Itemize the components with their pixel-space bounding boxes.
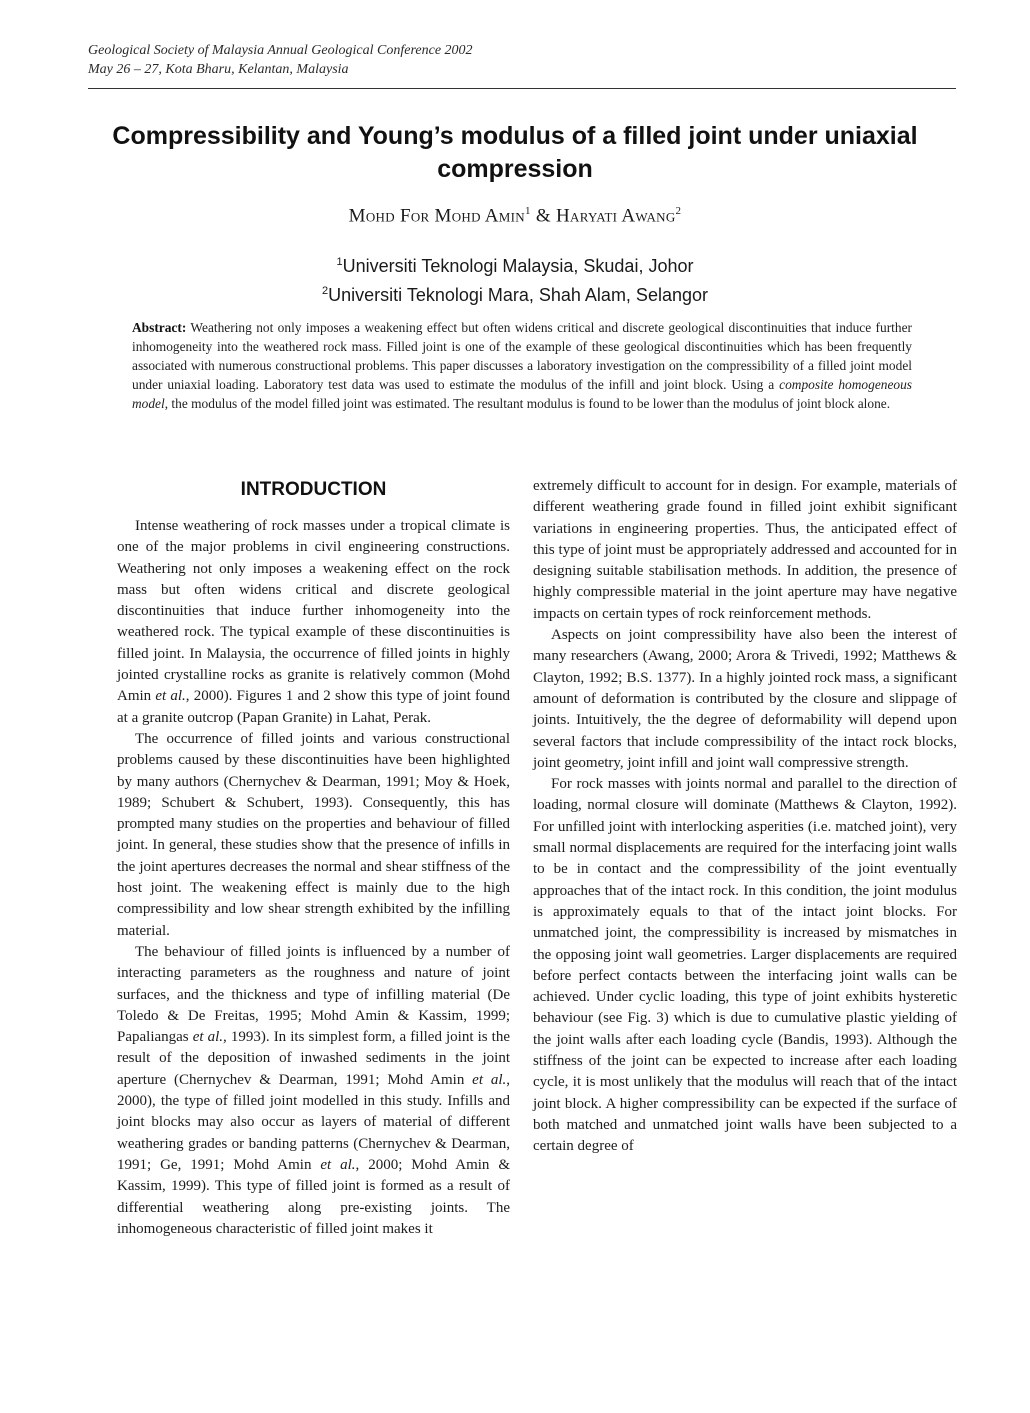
conference-date-location: May 26 – 27, Kota Bharu, Kelantan, Malaysia — [88, 62, 349, 77]
intro-p3-text-b: , 1993). In its simplest form, a filled joint is the result of the deposition of inwashed sediments in the joint aperture (Chernychev & Dearman, 1991; Mohd Amin — [117, 1029, 510, 1088]
abstract — [132, 318, 912, 413]
intro-p3-text-a: The behaviour of filled joints is influenced by a number of interacting parameters as the roughness and nature of joint surfaces, and the thickness and type of infilling material (De Toledo & De Freitas, 1995; Mohd Amin & Kassim, 1999; Papaliangas — [117, 943, 510, 1046]
author-2-sup: 2 — [675, 205, 682, 217]
intro-p1-etal: et al. — [155, 688, 186, 705]
left-column — [117, 476, 510, 1240]
intro-paragraph-1 — [117, 516, 510, 729]
right-paragraph-1: extremely difficult to account for in design. For example, materials of different weathering grade found in filled joint exhibit significant variations in engineering properties. Thus, the anticipated effect of this type of joint must be appropriately addressed and accounted for in designing suitable stabilisation methods. In addition, the presence of highly compressible material in the joint aperture may have negative impacts on certain types of rock reinforcement methods. — [533, 478, 957, 622]
intro-p1-text-b: , 2000). Figures 1 and 2 show this type of joint found at a granite outcrop (Papan Granite) in Lahat, Perak. — [117, 688, 510, 726]
abstract-text-2: , the modulus of the model filled joint was estimated. The resultant modulus is found to be lower than the modulus of joint block alone. — [164, 396, 891, 411]
affiliation-1 — [0, 250, 1030, 279]
affiliations — [0, 250, 1030, 308]
affiliation-1-text: Universiti Teknologi Malaysia, Skudai, Johor — [342, 256, 694, 276]
intro-p3-etal-3: et al. — [320, 1156, 356, 1173]
running-header — [88, 41, 473, 79]
abstract-text-1: Weathering not only imposes a weakening effect but often widens critical and discrete geological discontinuities that induce further inhomogeneity into the weathered rock mass. Filled joint is one of the example of these geological discontinuities which has been frequently associated with numerous constructional problems. This paper discusses a laboratory investigation on the compressibility of a filled joint model under uniaxial loading. Laboratory test data was used to estimate the modulus of the infill and joint block. Using a — [132, 320, 912, 392]
section-heading-introduction: INTRODUCTION — [240, 479, 387, 500]
intro-paragraph-3 — [117, 942, 510, 1240]
conference-name: Geological Society of Malaysia Annual Geological Conference 2002 — [88, 43, 473, 58]
author-2: Haryati Awang — [555, 205, 676, 227]
affiliation-1-sup: 1 — [336, 256, 343, 268]
author-1-sup: 1 — [524, 205, 531, 217]
header-rule — [88, 88, 956, 89]
author-1: Mohd For Mohd Amin — [348, 205, 525, 227]
intro-p1-text-a: Intense weathering of rock masses under a tropical climate is one of the major problems in civil engineering constructions. Weathering not only imposes a weakening effect on the rock mass but often widens critical and discrete geological discontinuities that induce further inhomogeneity into the weathered rock. The typical example of these discontinuities is filled joint. In Malaysia, the occurrence of filled joints in highly jointed crystalline rocks as granite is relatively common (Mohd Amin — [117, 518, 510, 705]
right-paragraph-2: Aspects on joint compressibility have also been the interest of many researchers (Awang, 2000; Arora & Trivedi, 1992; Matthews & Clayton, 1992; B.S. 1377). In a highly jointed rock mass, a significant amount of deformation is contributed by the closure and slippage of joints. Intuitively, the the degree of deformability will depend upon several factors that include compressibility of the intact rock blocks, joint geometry, joint infill and joint wall compressive strength. — [533, 627, 957, 771]
affiliation-2-text: Universiti Teknologi Mara, Shah Alam, Selangor — [328, 285, 708, 305]
intro-p3-etal-1: et al. — [192, 1029, 224, 1046]
intro-paragraph-2: The occurrence of filled joints and various constructional problems caused by these discontinuities have been highlighted by many authors (Chernychev & Dearman, 1991; Moy & Hoek, 1989; Schubert & Schubert, 1993). Consequently, this has prompted many studies on the properties and behaviour of filled joint. In general, these studies show that the presence of infills in the joint apertures decreases the normal and shear stiffness of the host joint. The weakening effect is mainly due to the high compressibility and low shear strength exhibited by the infilling material. — [117, 730, 510, 939]
intro-p3-text-d: , 2000; Mohd Amin & Kassim, 1999). This type of filled joint is formed as a result of differential weathering along pre-existing joints. The inhomogeneous characteristic of filled joint makes it — [117, 1156, 510, 1237]
right-column — [533, 476, 957, 1158]
affiliation-2 — [0, 279, 1030, 308]
abstract-label: Abstract: — [132, 320, 187, 335]
right-paragraph-3: For rock masses with joints normal and parallel to the direction of loading, normal closure will dominate (Matthews & Clayton, 1992). For unfilled joint with interlocking asperities (i.e. matched joint), very small normal displacements are required for the interfacing joint walls to be in contact and the compressibility of the joint eventually approaches that of the intact rock. In this condition, the joint modulus is approximately equals to that of the intact joint blocks. For unmatched joint, the compressibility is increased by mismatches in the opposing joint wall geometries. Larger displacements are required before perfect contacts between the interfacing joint walls can be achieved. Under cyclic loading, this type of joint exhibits hysteretic behaviour (see Fig. 3) which is due to cumulative plastic yielding of the joint walls after each loading cycle (Bandis, 1993). Although the stiffness of the joint can be expected to increase after each loading cycle, it is most unlikely that the modulus will reach that of the intact joint block. A higher compressibility can be expected if the surface of both matched and unmatched joint walls have been subjected to a certain degree of — [533, 776, 957, 1155]
intro-p3-text-c: , 2000), the type of filled joint modelled in this study. Infills and joint blocks may also occur as layers of material of different weathering grades or banding patterns (Chernychev & Dearman, 1991; Ge, 1991; Mohd Amin — [117, 1071, 510, 1173]
affiliation-2-sup: 2 — [322, 285, 329, 297]
intro-p3-etal-2: et al. — [472, 1071, 507, 1088]
abstract-italic: composite homogeneous model — [132, 377, 912, 411]
paper-title: Compressibility and Young’s modulus of a filled joint under uniaxial compression — [112, 122, 918, 183]
author-line — [0, 205, 1030, 227]
author-separator: & — [530, 205, 556, 227]
